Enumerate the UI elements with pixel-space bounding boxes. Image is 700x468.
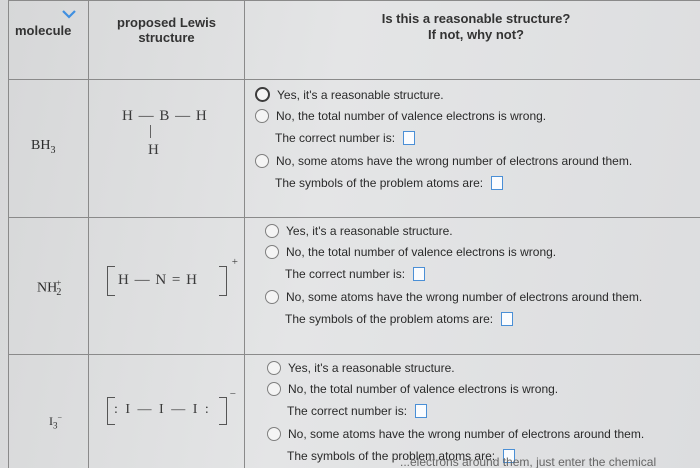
problem-atoms-row: The symbols of the problem atoms are: bbox=[265, 307, 700, 331]
radio-button[interactable] bbox=[255, 154, 269, 168]
molecule-cell bbox=[9, 355, 89, 468]
lewis-table bbox=[8, 0, 700, 468]
cutoff-instruction-text: ...electrons around them, just enter the chemical bbox=[400, 455, 657, 468]
radio-button[interactable] bbox=[265, 290, 279, 304]
radio-button[interactable] bbox=[265, 245, 279, 259]
radio-button[interactable] bbox=[265, 224, 279, 238]
problem-atoms-input[interactable] bbox=[501, 312, 513, 326]
molecule-cell bbox=[9, 218, 89, 355]
option-yes[interactable]: Yes, it's a reasonable structure. bbox=[255, 84, 700, 105]
lewis-cell bbox=[89, 355, 245, 468]
correct-number-input[interactable] bbox=[413, 267, 425, 281]
lewis-bh3-top: H — B — H bbox=[122, 108, 208, 124]
option-yes[interactable]: Yes, it's a reasonable structure. bbox=[267, 357, 700, 378]
lewis-bh3-bottom: H bbox=[148, 142, 159, 158]
lewis-bh3-bond: | bbox=[149, 123, 153, 139]
header-lewis bbox=[89, 1, 245, 80]
radio-button[interactable] bbox=[267, 361, 281, 375]
radio-button[interactable] bbox=[255, 87, 270, 102]
option-yes[interactable]: Yes, it's a reasonable structure. bbox=[265, 220, 700, 241]
header-molecule: molecule bbox=[9, 1, 89, 80]
lewis-cell bbox=[89, 80, 245, 218]
header-question bbox=[245, 1, 700, 80]
header-lewis-line1: proposed Lewis bbox=[117, 15, 216, 30]
molecule-cell bbox=[9, 80, 89, 218]
option-no-valence[interactable]: No, the total number of valence electrons is wrong. bbox=[255, 105, 700, 126]
radio-button[interactable] bbox=[267, 427, 281, 441]
lewis-charge: − bbox=[229, 388, 236, 400]
answer-cell bbox=[245, 218, 700, 355]
header-lewis-line2: structure bbox=[138, 30, 195, 45]
lewis-charge: + bbox=[231, 256, 238, 268]
option-no-atoms[interactable]: No, some atoms have the wrong number of electrons around them. bbox=[255, 150, 700, 171]
option-no-atoms[interactable]: No, some atoms have the wrong number of electrons around them. bbox=[267, 423, 700, 444]
correct-number-row: The correct number is: bbox=[265, 262, 700, 286]
header-question-line2: If not, why not? bbox=[427, 27, 525, 42]
option-no-valence[interactable]: No, the total number of valence electrons is wrong. bbox=[267, 378, 700, 399]
lewis-nh2: H — N = H bbox=[118, 272, 198, 288]
answer-cell bbox=[245, 355, 700, 468]
answer-cell bbox=[245, 80, 700, 218]
problem-atoms-row: The symbols of the problem atoms are: bbox=[255, 171, 700, 195]
option-no-valence[interactable]: No, the total number of valence electrons is wrong. bbox=[265, 241, 700, 262]
header-question-line1: Is this a reasonable structure? bbox=[381, 11, 571, 26]
lewis-cell bbox=[89, 218, 245, 355]
lewis-i3: : I — I — I : bbox=[114, 402, 211, 417]
radio-button[interactable] bbox=[255, 109, 269, 123]
correct-number-input[interactable] bbox=[403, 131, 415, 145]
correct-number-row: The correct number is: bbox=[255, 126, 700, 150]
molecule-name: $BH_3$ bbox=[31, 138, 56, 156]
lewis-bracket bbox=[107, 256, 238, 296]
radio-button[interactable] bbox=[267, 382, 281, 396]
correct-number-row: The correct number is: bbox=[267, 399, 700, 423]
lewis-bracket bbox=[107, 388, 236, 425]
problem-atoms-row: The symbols of the problem atoms are: bbox=[267, 444, 700, 468]
correct-number-input[interactable] bbox=[415, 404, 427, 418]
molecule-name: $NH^+_2$ bbox=[37, 278, 62, 299]
molecule-name: $I_3^-$ bbox=[49, 413, 63, 431]
option-no-atoms[interactable]: No, some atoms have the wrong number of electrons around them. bbox=[265, 286, 700, 307]
problem-atoms-input[interactable] bbox=[491, 176, 503, 190]
